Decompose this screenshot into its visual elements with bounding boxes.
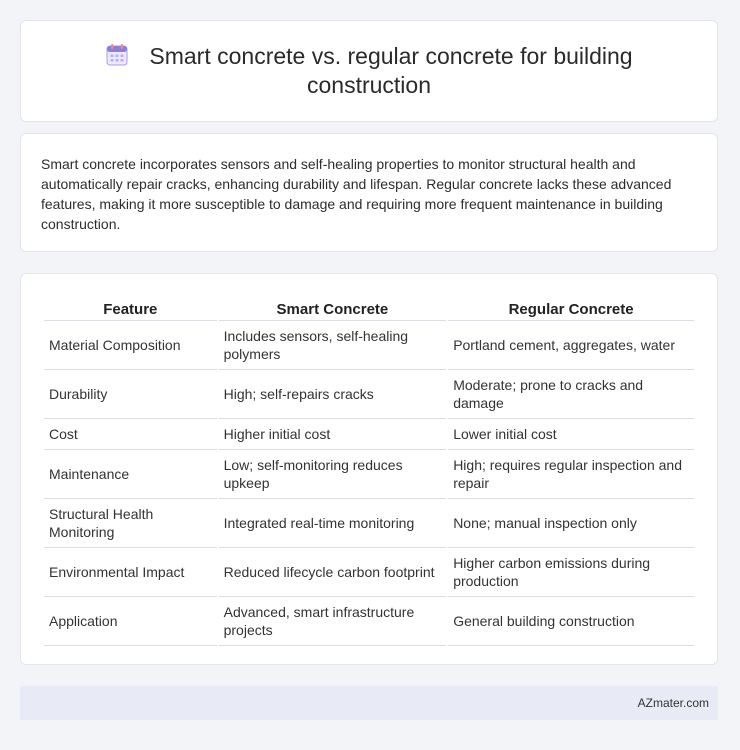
regular-concrete-cell: High; requires regular inspection and repair: [448, 450, 694, 499]
smart-concrete-cell: Integrated real-time monitoring: [219, 499, 447, 548]
calendar-icon: [105, 43, 129, 67]
table-row: [44, 370, 694, 419]
feature-cell: Structural Health Monitoring: [44, 499, 217, 548]
description-card: [20, 133, 718, 252]
page-title: Smart concrete vs. regular concrete for building construction: [149, 43, 633, 98]
regular-concrete-cell: None; manual inspection only: [448, 499, 694, 548]
smart-concrete-cell: Higher initial cost: [219, 419, 447, 450]
smart-concrete-cell: Reduced lifecycle carbon footprint: [219, 548, 447, 597]
footer: [20, 686, 718, 720]
regular-concrete-cell: Portland cement, aggregates, water: [448, 321, 694, 370]
feature-cell: Maintenance: [44, 450, 217, 499]
smart-concrete-cell: Low; self-monitoring reduces upkeep: [219, 450, 447, 499]
description-text: Smart concrete incorporates sensors and self-healing properties to monitor structural health and automatically repair cracks, enhancing durability and lifespan. Regular concrete lacks these advanced features, making it more susceptible to damage and requiring more frequent maintenance in building construction.: [41, 156, 672, 232]
title-card: [20, 20, 718, 122]
feature-cell: Durability: [44, 370, 217, 419]
comparison-table: [42, 294, 696, 646]
regular-concrete-cell: Higher carbon emissions during production: [448, 548, 694, 597]
table-header-row: [44, 294, 694, 321]
comparison-card: [20, 273, 718, 665]
regular-concrete-cell: Lower initial cost: [448, 419, 694, 450]
column-header-regular-concrete: Regular Concrete: [448, 294, 694, 321]
page-title-wrapper: [61, 42, 677, 100]
regular-concrete-cell: General building construction: [448, 597, 694, 646]
table-row: [44, 419, 694, 450]
table-row: [44, 450, 694, 499]
regular-concrete-cell: Moderate; prone to cracks and damage: [448, 370, 694, 419]
table-row: [44, 499, 694, 548]
feature-cell: Application: [44, 597, 217, 646]
column-header-smart-concrete: Smart Concrete: [219, 294, 447, 321]
smart-concrete-cell: High; self-repairs cracks: [219, 370, 447, 419]
table-row: [44, 321, 694, 370]
feature-cell: Environmental Impact: [44, 548, 217, 597]
footer-site-name: AZmater.com: [637, 696, 709, 710]
feature-cell: Material Composition: [44, 321, 217, 370]
feature-cell: Cost: [44, 419, 217, 450]
smart-concrete-cell: Advanced, smart infrastructure projects: [219, 597, 447, 646]
table-row: [44, 548, 694, 597]
table-row: [44, 597, 694, 646]
smart-concrete-cell: Includes sensors, self-healing polymers: [219, 321, 447, 370]
column-header-feature: Feature: [44, 294, 217, 321]
